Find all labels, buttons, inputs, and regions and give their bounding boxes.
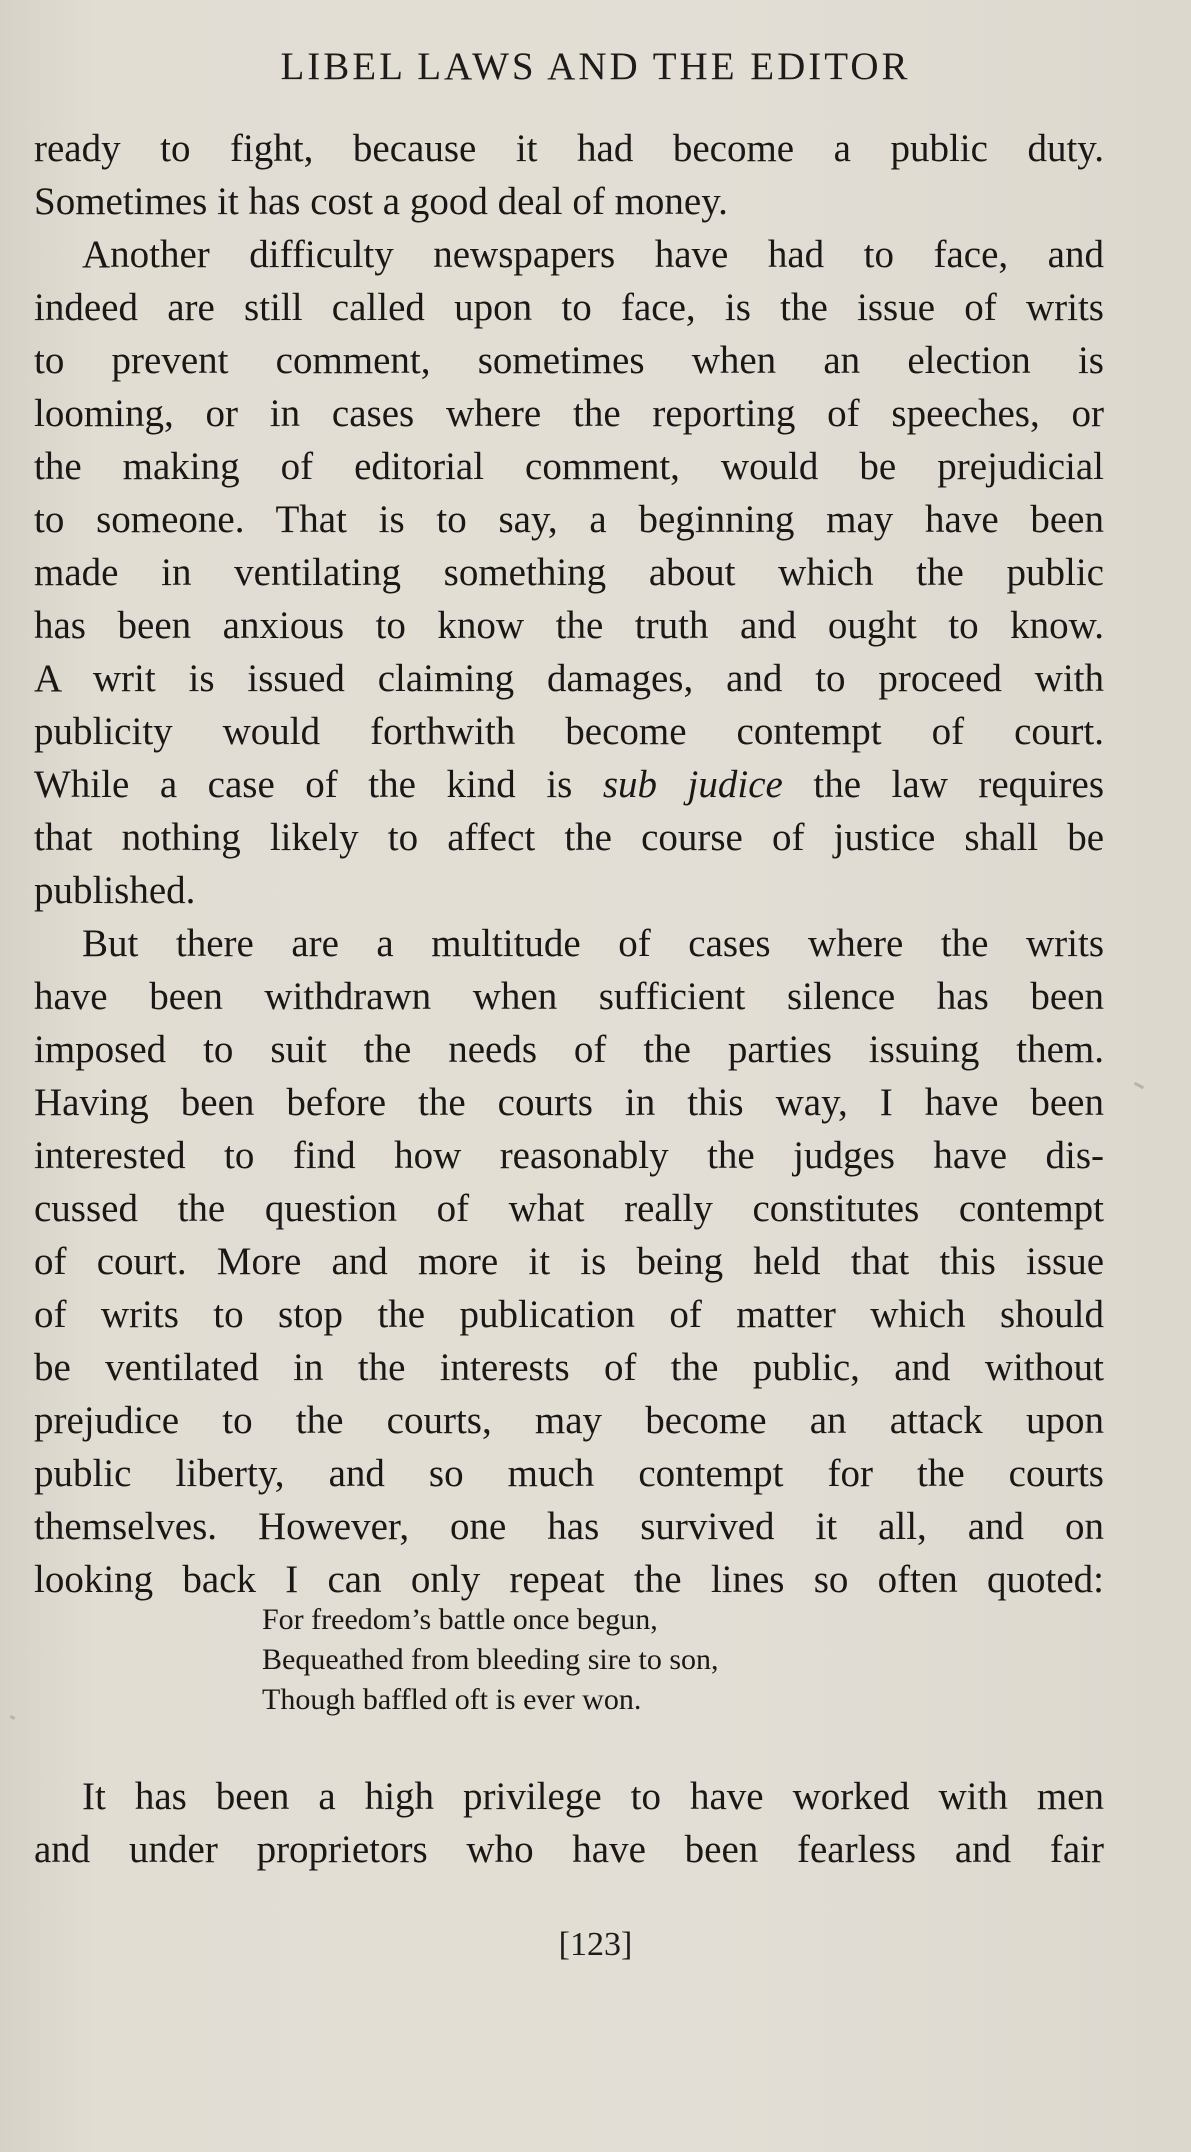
paragraph-continuation <box>34 122 1104 228</box>
text-line: prejudice to the courts, may become an attack upon <box>34 1399 1104 1442</box>
text-line: Having been before the courts in this way, I have been <box>34 1081 1104 1124</box>
text-line: public liberty, and so much contempt for the courts <box>34 1452 1104 1495</box>
verse-line: For freedom’s battle once begun, <box>262 1603 658 1636</box>
running-head: LIBEL LAWS AND THE EDITOR <box>280 45 911 88</box>
verse-line: Bequeathed from bleeding sire to son, <box>262 1643 719 1676</box>
paragraph-privilege <box>34 1770 1104 1876</box>
text-line: has been anxious to know the truth and ought to know. <box>34 604 1104 647</box>
text-line: interested to find how reasonably the judges have dis- <box>34 1134 1104 1177</box>
text-line-sub-judice <box>34 758 1104 811</box>
text-line: be ventilated in the interests of the public, and without <box>34 1346 1104 1389</box>
italic-phrase: sub judice <box>602 763 783 806</box>
text-line: imposed to suit the needs of the parties issuing them. <box>34 1028 1104 1071</box>
page-number: [123] <box>558 1926 633 1963</box>
text-line: It has been a high privilege to have worked with men <box>82 1775 1104 1818</box>
text-line: looking back I can only repeat the lines so often quoted: <box>34 1558 1104 1601</box>
text-line: Sometimes it has cost a good deal of money. <box>34 180 728 223</box>
text-line: But there are a multitude of cases where the writs <box>82 922 1104 965</box>
paper-blemish <box>1134 1082 1144 1089</box>
text-line: Another difficulty newspapers have had to face, and <box>82 233 1104 276</box>
text-line: to someone. That is to say, a beginning may have been <box>34 498 1104 541</box>
text-line: themselves. However, one has survived it all, and on <box>34 1505 1104 1548</box>
text-line: ready to fight, because it had become a public duty. <box>34 127 1104 170</box>
main-text <box>34 122 1104 1606</box>
verse-line: Though baffled oft is ever won. <box>262 1683 642 1716</box>
text-line: indeed are still called upon to face, is the issue of writs <box>34 286 1104 329</box>
text-run: the law requires <box>782 763 1104 806</box>
text-line: publicity would forthwith become contempt of court. <box>34 710 1104 753</box>
text-line: of court. More and more it is being held that this issue <box>34 1240 1104 1283</box>
text-line: looming, or in cases where the reporting of speeches, or <box>34 392 1104 435</box>
text-line: that nothing likely to affect the course of justice shall be <box>34 816 1104 859</box>
paragraph-contempt <box>34 917 1104 1606</box>
text-line: to prevent comment, sometimes when an election is <box>34 339 1104 382</box>
quoted-verse <box>262 1600 719 1720</box>
text-line: the making of editorial comment, would be prejudicial <box>34 445 1104 488</box>
paper-blemish <box>10 1715 16 1720</box>
text-line: cussed the question of what really constitutes contempt <box>34 1187 1104 1230</box>
text-line: A writ is issued claiming damages, and to proceed with <box>34 657 1104 700</box>
text-line: and under proprietors who have been fearless and fair <box>34 1828 1104 1871</box>
text-line: published. <box>34 869 196 912</box>
text-line: made in ventilating something about which the public <box>34 551 1104 594</box>
text-line: of writs to stop the publication of matter which should <box>34 1293 1104 1336</box>
text-run: While a case of the kind is <box>34 763 603 806</box>
text-line: have been withdrawn when sufficient silence has been <box>34 975 1104 1018</box>
paragraph-writs <box>34 228 1104 917</box>
